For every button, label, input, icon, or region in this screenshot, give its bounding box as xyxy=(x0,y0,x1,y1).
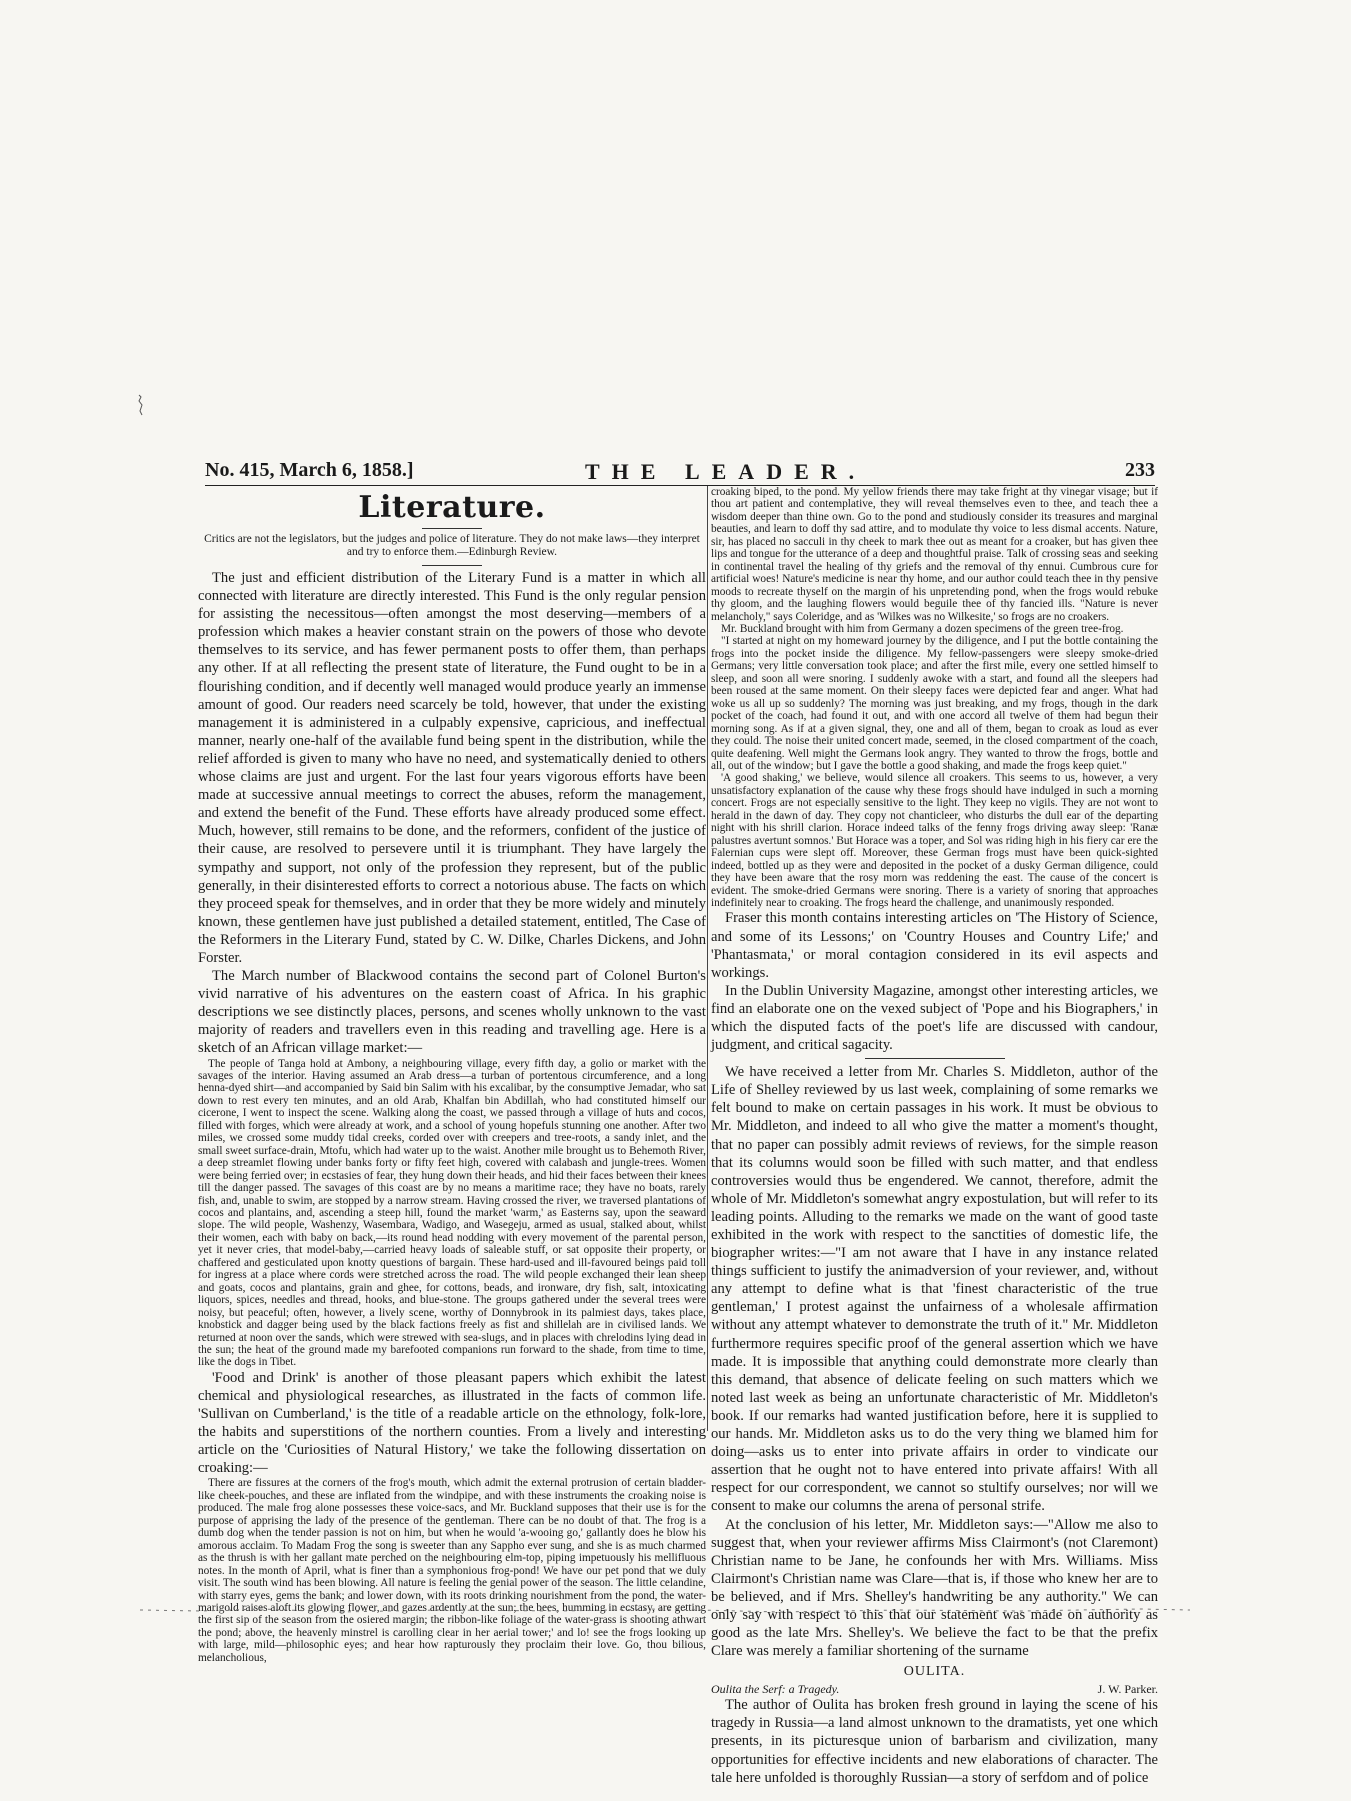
paragraph-literary-fund: The just and efficient distribution of the Literary Fund is a matter in which all connected with literature are directly interested. This Fund is the only regular pension for assisting the necessitous—often amongst the most deserving—members of a profession which makes a heavier constant strain on the powers of those who devote themselves to its service, and has fewer permanent posts to offer them, than perhaps any other. If at all reflecting the present state of literature, the Fund ought to be in a flourishing condition, and if decently well managed would produce yearly an immense amount of good. Our readers need scarcely be told, however, that under the existing management it is administered in a culpably expensive, capricious, and ineffectual manner, nearly one-half of the available fund being spent in the distribution, while the relief afforded is given to many who have no need, and systematically denied to others whose claims are just and urgent. For the last four years vigorous efforts have been made at successive annual meetings to correct the abuses, reform the management, and extend the benefit of the Fund. These efforts have already produced some effect. Much, however, still remains to be done, and the reformers, confident of the justice of their cause, are resolved to persevere until it is triumphant. They have largely the sympathy and support, not only of the profession they represent, but of the public generally, in their disinterested efforts to correct a notorious abuse. The facts on which they proceed speak for themselves, and in order that they be more widely and minutely known, these gentlemen have just published a detailed statement, entitled, The Case of the Reformers in the Literary Fund, stated by C. W. Dilke, Charles Dickens, and John Forster. xyxy=(198,570,706,966)
paragraph-oulita: The author of Oulita has broken fresh ground in laying the scene of his tragedy in Russia—a land almost unknown to the dramatists, yet one which presents, in its picturesque union of barbarism and civilization, many opportunities for effective incidents and new elaborations of character. The tale here unfolded is thoroughly Russian—a story of serfdom and of police xyxy=(711,1697,1158,1786)
left-column xyxy=(198,486,706,1664)
divider-rule xyxy=(865,1058,1005,1059)
quote-frog-continued: croaking biped, to the pond. My yellow friends there may take fright at thy vinegar visage; but if thou art patient and contemplative, they will reveal themselves even to thee, and teach thee a wisdom deeper than thine own. Go to the pond and studiously consider its treasures and marginal beauties, and learn to doff thy sad attire, and to modulate thy voice to less dismal accents. Nature, sir, has placed no sacculi in thy cheek to mark thee out as meant for a croaker, but has given thee lips and tongue for the utterance of a deep and thoughtful praise. Talk of crossing seas and seeking in continental travel the healing of thy griefs and the removal of thy ennui. Cumbrous cure for artificial woes! Nature's medicine is near thy home, and our author could teach thee in thy pensive moods to recreate thyself on the margin of his unpretending pond, when the frogs would rebuke thy gloom, and the laughing flowers would beguile thee of thy fancied ills. "Nature is never melancholy," says Coleridge, and as 'Wilkes was no Wilkesite,' so frogs are no croakers. xyxy=(711,486,1158,623)
paragraph-food-and-drink: 'Food and Drink' is another of those pleasant papers which exhibit the latest chemical and physiological researches, as illustrated in the facts of common life. 'Sullivan on Cumberland,' is the title of a readable article on the ethnology, folk-lore, the habits and superstitions of the northern counties. From a lively and interesting article on the 'Curiosities of Natural History,' we take the following dissertation on croaking:— xyxy=(198,1369,706,1477)
right-column xyxy=(711,486,1158,1787)
paragraph-blackwood: The March number of Blackwood contains the second part of Colonel Burton's vivid narrative of his adventures on the eastern coast of Africa. In his graphic descriptions we see distinctly places, persons, and scenes wholly unknown to the vast majority of readers and travellers even in this reading and travelling age. Here is a sketch of an African village market:— xyxy=(198,968,706,1057)
masthead: THE LEADER. xyxy=(585,459,867,484)
oulita-heading: OULITA. xyxy=(903,1664,966,1680)
page-number: 233 xyxy=(1125,459,1155,481)
paragraph-fraser: Fraser this month contains interesting articles on 'The History of Science, and some of its Lessons;' on 'Country Houses and Country Life;' and 'Phantasmata,' or moral contagion considered in its evil aspects and workings. xyxy=(711,910,1158,981)
motto: Critics are not the legislators, but the judges and police of literature. They do not make laws—they interpret and try to enforce them.—Edinburgh Review. xyxy=(204,533,700,558)
quote-buckland: Mr. Buckland brought with him from Germany a dozen specimens of the green tree-frog. xyxy=(721,622,1124,635)
paragraph-middleton-conclusion: At the conclusion of his letter, Mr. Middleton says:—"Allow me also to suggest that, when your reviewer affirms Miss Clairmont's (not Claremont) Christian name to be Jane, he confounds her with Mrs. Williams. Miss Clairmont's Christian name was Clare—that is, if those who knew her are to be believed, and if Mrs. Shelley's handwriting be any authority." We can only say with respect to this that our statement was made on authority as good as the late Mrs. Shelley's. We believe the fact to be that the prefix Clare was merely a familiar shortening of the surname xyxy=(711,1516,1158,1660)
column-divider xyxy=(707,486,708,1431)
quote-good-shaking: 'A good shaking,' we believe, would silence all croakers. This seems to us, however, a very unsatisfactory explanation of the cause why these frogs should have indulged in such a morning concert. Frogs are not especially sensitive to the light. They keep no vigils. They are not wont to herald in the dawn of day. They copy not chanticleer, who disturbs the dull ear of the departing night with his shrill clarion. Horace indeed talks of the fenny frogs driving away sleep: 'Ranæ palustres avertunt somnos.' But Horace was a toper, and Sol was riding high in his fiery car ere the Falernian cups were slept off. Moreover, these German frogs must have been quick-sighted indeed, bottled up as they were and deposited in the pocket of a dusky German diligence, could they have been aware that the rosy morn was reddening the east. The cause of the concert is evident. The smoke-dried Germans were snoring. There is a variety of snoring that approaches indefinitely near to croaking. The frogs heard the challenge, and unanimously responded. xyxy=(711,772,1158,909)
quote-frog-croaking: There are fissures at the corners of the frog's mouth, which admit the external protrusion of certain bladder-like cheek-pouches, and these are inflated from the windpipe, and with these instruments the croaking noise is produced. The male frog alone possesses these voice-sacs, and Mr. Buckland supposes that their use is for the purpose of apprising the lady of the presence of the gentleman. There can be no doubt of that. The frog is a dumb dog when the tender passion is not on him, but when he would 'a-wooing go,' gallantly does he blow his amorous acclaim. To Madam Frog the song is sweeter than any Sappho ever sung, and she is as much charmed as the thrush is with her gallant mate perched on the neighbouring elm-top, piping impetuously his mellifluous notes. In the month of April, what is finer than a symphonious frog-pond! We have our pet pond that we duly visit. The south wind has been blowing. All nature is feeling the genial power of the season. The little celandine, with starry eyes, gems the bank; and lower down, with its roots drinking nourishment from the pond, the water-marigold raises aloft its glowing flower, and gazes ardently at the sun; the bees, humming in ecstasy, are getting the first sip of the season from the osiered margin; the ribbon-like foliage of the water-grass is shooting athwart the pond; above, the heavenly minstrel is carolling clear in her aerial tower;' and lo! see the frogs looking up with large, mild—philosophic eyes; and hear how rapturously they proclaim their love. Go, thou bilious, melancholious, xyxy=(198,1477,706,1664)
scan-edge-noise xyxy=(140,1600,1190,1620)
page-header xyxy=(205,459,1155,486)
book-reference xyxy=(711,1682,1158,1696)
paragraph-middleton-letter: We have received a letter from Mr. Charles S. Middleton, author of the Life of Shelley reviewed by us last week, complaining of some remarks we felt bound to make on certain passages in his work. It must be obvious to Mr. Middleton, and indeed to all who give the matter a moment's thought, that no paper can possibly admit reviews of reviews, for the simple reason that its columns would soon be filled with such matter, and that endless controversies would thus be engendered. We cannot, therefore, admit the whole of Mr. Middleton's somewhat angry expostulation, but will refer to its leading points. Alluding to the remarks we made on the want of good taste exhibited in the work with respect to the sanctities of domestic life, the biographer writes:—"I am not aware that I have in any instance related things sufficient to justify the animadversion of your reviewer, and, without any attempt to define what is that 'finest characteristic of the true gentleman,' I protest against the unfairness of a wholesale affirmation without any attempt whatever to demonstrate the truth of it." Mr. Middleton furthermore requires specific proof of the general assertion which we have made. It is impossible that anything could demonstrate more clearly than this demand, that absence of delicate feeling on such matters which we noted last week as being an unfortunate characteristic of Mr. Middleton's book. If our remarks had wanted justification before, here it is supplied to our hands. Mr. Middleton asks us to do the very thing we blamed him for doing—asks us to enter into private affairs in order to vindicate our assertion that he ought not to have entered into private affairs! With all respect for our correspondent, we cannot so stultify ourselves; nor will we consent to make our columns the arena of personal strife. xyxy=(711,1064,1158,1515)
book-publisher: J. W. Parker. xyxy=(1097,1682,1158,1697)
section-title: Literature. xyxy=(358,490,546,525)
motto-rule xyxy=(422,565,482,566)
quote-tanga-market: The people of Tanga hold at Ambony, a neighbouring village, every fifth day, a golio or market with the savages of the interior. Having assumed an Arab dress—a turban of portentous circumference, and a long henna-dyed shirt—and accompanied by Said bin Salim with his excalibar, by the consumptive Jemadar, who sat down to rest every ten minutes, and an old Arab, Khalfan bin Abdillah, who had constituted himself our cicerone, I went to inspect the scene. Walking along the coast, we passed through a village of huts and cocos, filled with forges, which were already at work, and a school of young hopefuls stunning one another. After two miles, we crossed some muddy tidal creeks, corded over with creepers and tree-roots, a sandy inlet, and the small sweet surface-drain, Mtofu, which had water up to the waist. Another mile brought us to Behemoth River, a deep streamlet flowing under banks forty or fifty feet high, covered with calabash and jungle-trees. Women were being ferried over; in ecstasies of fear, they hung down their heads, and hid their faces between their knees till the danger passed. The savages of this coast are by no means a maritime race; they have no boats, rarely fish, and, unable to swim, are stopped by a narrow stream. Having crossed the river, we traversed plantations of cocos and plantains, and, ascending a steep hill, found the market 'warm,' as Easterns say, upon the seaward slope. The wild people, Washenzy, Wasembara, Wadigo, and Wasegeju, armed as usual, stalked about, whilst their women, each with baby on back,—its round head nodding with every movement of the parental person, yet it never cries, that model-baby,—carried heavy loads of saleable stuff, or sat opposite their property, or chaffered and gesticulated upon knotty questions of bargain. These hard-used and ill-favoured beings paid toll for ingress at a place where cords were stretched across the road. The wild people exchanged their lean sheep and goats, cocos and plantains, grain and ghee, for cottons, beads, and ironware, dry fish, salt, intoxicating liquors, spices, needles and thread, hooks, and blue-stone. The groups gathered under the several trees were noisy, but peaceful; often, however, a lively scene, worthy of Donnybrook in its palmiest days, takes place, knobstick and dagger being used by the black factions freely as fist and shillelah are in civilised lands. We returned at noon over the sands, which were strewed with sea-slugs, and in places with chrelodins lying dead in the sun; the heat of the ground made my barefooted companions run forward to the shade, from time to time, like the dogs in Tibet. xyxy=(198,1057,706,1369)
title-rule xyxy=(422,528,482,529)
quote-diligence: "I started at night on my homeward journey by the diligence, and I put the bottle containing the frogs into the pocket inside the diligence. My fellow-passengers were sleepy smoke-dried Germans; very little conversation took place; and after the first mile, every one settled himself to sleep, and soon all were snoring. I suddenly awoke with a start, and found all the sleepers had been roused at the same moment. On their sleepy faces were depicted fear and anger. What had woke us all up so suddenly? The morning was just breaking, and my frogs, though in the dark pocket of the coach, had found it out, and with one accord all twelve of them had begun their morning song. As if at a given signal, they, one and all of them, began to croak as loud as ever they could. The noise their united concert made, seemed, in the closed compartment of the coach, quite deafening. Well might the Germans look angry. They wanted to throw the frogs, bottle and all, out of the window; but I gave the bottle a good shaking, and made the frogs keep quiet." xyxy=(711,635,1158,772)
margin-mark xyxy=(136,393,148,417)
book-title: Oulita the Serf: a Tragedy. xyxy=(711,1682,840,1697)
issue-line: No. 415, March 6, 1858.] xyxy=(205,459,414,481)
paragraph-dublin: In the Dublin University Magazine, amongst other interesting articles, we find an elaborate one on the vexed subject of 'Pope and his Biographers,' in which the disputed facts of the poet's life are discussed with candour, judgment, and critical sagacity. xyxy=(711,982,1158,1054)
